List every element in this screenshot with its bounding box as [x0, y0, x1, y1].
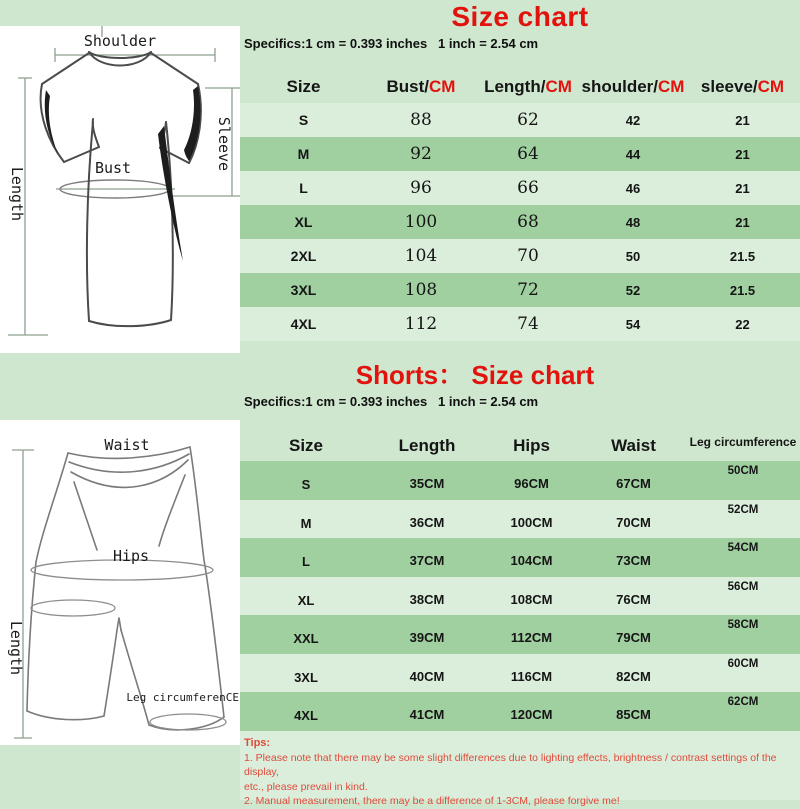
- size-cell: 4XL: [294, 708, 318, 723]
- header-length: Length: [398, 436, 456, 455]
- size-cell: 4XL: [290, 316, 317, 332]
- hips-label: Hips: [112, 547, 150, 565]
- sleeve-cell: 21: [735, 112, 750, 128]
- tshirt-diagram-panel: [0, 26, 240, 353]
- tips-block: [244, 736, 798, 809]
- header-size: Size: [286, 76, 321, 96]
- sleeve-cell: 22: [735, 316, 750, 332]
- shoulder-label: Shoulder: [83, 32, 157, 50]
- shorts-specifics-line: Specifics:1 cm = 0.393 inches 1 inch = 2.54 cm: [244, 394, 539, 409]
- length-cell: 38CM: [409, 591, 445, 607]
- header-sleeve: sleeve/CM: [700, 76, 785, 96]
- length-cell: 36CM: [409, 514, 445, 530]
- size-cell: M: [300, 515, 312, 531]
- bust-cell: 112: [404, 314, 438, 334]
- bust-label: Bust: [94, 159, 132, 177]
- length-cell: 64: [517, 144, 539, 164]
- shoulder-cell: 42: [625, 112, 641, 128]
- length-cell: 62: [517, 110, 539, 130]
- length-cell: 37CM: [409, 553, 445, 568]
- shorts-size-table: [240, 431, 800, 731]
- table-row: [240, 239, 800, 273]
- length-label: Length: [7, 620, 25, 676]
- size-cell: L: [302, 554, 310, 569]
- leg-cell: 52CM: [727, 503, 759, 516]
- table-row: [240, 615, 800, 654]
- hips-cell: 112CM: [510, 630, 553, 645]
- shoulder-cell: 50: [625, 248, 641, 264]
- sleeve-cell: 21: [735, 180, 750, 196]
- length-cell: 68: [517, 212, 539, 232]
- shorts-diagram-panel: [0, 420, 240, 745]
- leg-cell: 58CM: [727, 619, 759, 631]
- header-bust: Bust/CM: [386, 76, 456, 96]
- waist-cell: 73CM: [616, 553, 651, 568]
- table-row: [240, 205, 800, 239]
- length-cell: 70: [517, 246, 539, 266]
- bust-cell: 88: [410, 110, 432, 130]
- shorts-measure-ellipses: [31, 560, 226, 730]
- waist-cell: 82CM: [616, 668, 651, 684]
- tips-title: Tips:: [244, 737, 271, 749]
- shoulder-cell: 52: [625, 282, 641, 298]
- leg-cell: 56CM: [727, 580, 759, 593]
- bust-cell: 104: [404, 246, 438, 266]
- hips-cell: 116CM: [510, 668, 553, 684]
- tshirt-diagram: [0, 26, 240, 353]
- leg-cell: 50CM: [727, 465, 759, 477]
- shoulder-cell: 48: [625, 214, 641, 230]
- waist-cell: 79CM: [616, 630, 651, 645]
- length-label: Length: [8, 166, 26, 222]
- leg-cell: 54CM: [727, 542, 759, 554]
- table-row: [240, 137, 800, 171]
- bust-cell: 96: [410, 178, 432, 198]
- sleeve-cell: 21: [735, 214, 750, 230]
- sleeve-cell: 21: [735, 146, 750, 162]
- tips-line: 1. Please note that there may be some slight differences due to lighting effects, brightness / contrast settings of the display,: [244, 751, 777, 778]
- size-cell: 3XL: [290, 282, 317, 298]
- table-row: [240, 103, 800, 137]
- leg-circumference-label: Leg circumferenCE: [126, 691, 239, 704]
- table-row: [240, 538, 800, 577]
- hips-cell: 120CM: [510, 707, 553, 722]
- shorts-table-header: [240, 431, 800, 461]
- header-size: Size: [288, 436, 324, 455]
- hips-cell: 108CM: [510, 591, 553, 607]
- table-row: [240, 654, 800, 693]
- hips-cell: 96CM: [514, 476, 549, 491]
- length-cell: 41CM: [409, 707, 445, 722]
- waist-cell: 76CM: [616, 591, 651, 607]
- table-row: [240, 273, 800, 307]
- size-cell: XL: [294, 214, 313, 230]
- length-cell: 40CM: [409, 668, 445, 684]
- size-cell: XL: [297, 592, 315, 608]
- table-row: [240, 307, 800, 341]
- shorts-diagram: [0, 420, 240, 745]
- hips-cell: 104CM: [510, 553, 553, 568]
- leg-cell: 62CM: [727, 696, 759, 708]
- shorts-section-title: Shorts： Size chart: [355, 360, 595, 390]
- sleeve-label: Sleeve: [215, 116, 233, 172]
- specifics-line: Specifics:1 cm = 0.393 inches 1 inch = 2.54 cm: [244, 36, 539, 51]
- shorts-dimension-lines: [12, 450, 34, 738]
- header-length: Length/CM: [484, 76, 572, 96]
- size-cell: XXL: [293, 631, 319, 646]
- sleeve-cell: 21.5: [729, 282, 756, 298]
- size-cell: S: [301, 477, 311, 492]
- header-waist: Waist: [611, 436, 656, 455]
- table-row: [240, 171, 800, 205]
- shoulder-cell: 44: [625, 146, 641, 162]
- hips-cell: 100CM: [510, 514, 553, 530]
- leg-cell: 60CM: [727, 657, 759, 670]
- table-row: [240, 577, 800, 616]
- table-row: [240, 692, 800, 731]
- bust-cell: 108: [404, 280, 438, 300]
- length-cell: 39CM: [409, 630, 445, 645]
- table-row: [240, 500, 800, 539]
- shoulder-cell: 46: [625, 180, 641, 196]
- waist-cell: 70CM: [616, 514, 651, 530]
- shorts-outline: [27, 447, 224, 730]
- page-title: Size chart: [451, 1, 589, 32]
- waist-cell: 85CM: [616, 707, 651, 722]
- table-row: [240, 461, 800, 500]
- tips-line: 2. Manual measurement, there may be a difference of 1-3CM, please forgive me!: [244, 795, 620, 807]
- waist-cell: 67CM: [616, 476, 651, 491]
- length-cell: 74: [517, 314, 539, 334]
- shirt-size-table: [240, 70, 800, 341]
- length-cell: 35CM: [409, 476, 445, 491]
- length-cell: 66: [517, 178, 539, 198]
- size-cell: L: [299, 180, 308, 196]
- bust-cell: 100: [404, 212, 438, 232]
- bust-cell: 92: [410, 144, 432, 164]
- size-cell: S: [298, 112, 309, 128]
- shoulder-cell: 54: [625, 316, 641, 332]
- header-leg-circumference: Leg circumference: [689, 435, 797, 449]
- header-hips: Hips: [513, 436, 550, 455]
- tips-line: etc., please prevail in kind.: [244, 780, 368, 793]
- waist-label: Waist: [104, 436, 150, 454]
- sleeve-cell: 21.5: [729, 248, 756, 264]
- shirt-table-header: [240, 70, 800, 103]
- size-cell: 3XL: [294, 669, 318, 685]
- size-cell: M: [297, 146, 310, 162]
- size-cell: 2XL: [290, 248, 317, 264]
- length-cell: 72: [517, 280, 539, 300]
- header-shoulder: shoulder/CM: [581, 76, 685, 96]
